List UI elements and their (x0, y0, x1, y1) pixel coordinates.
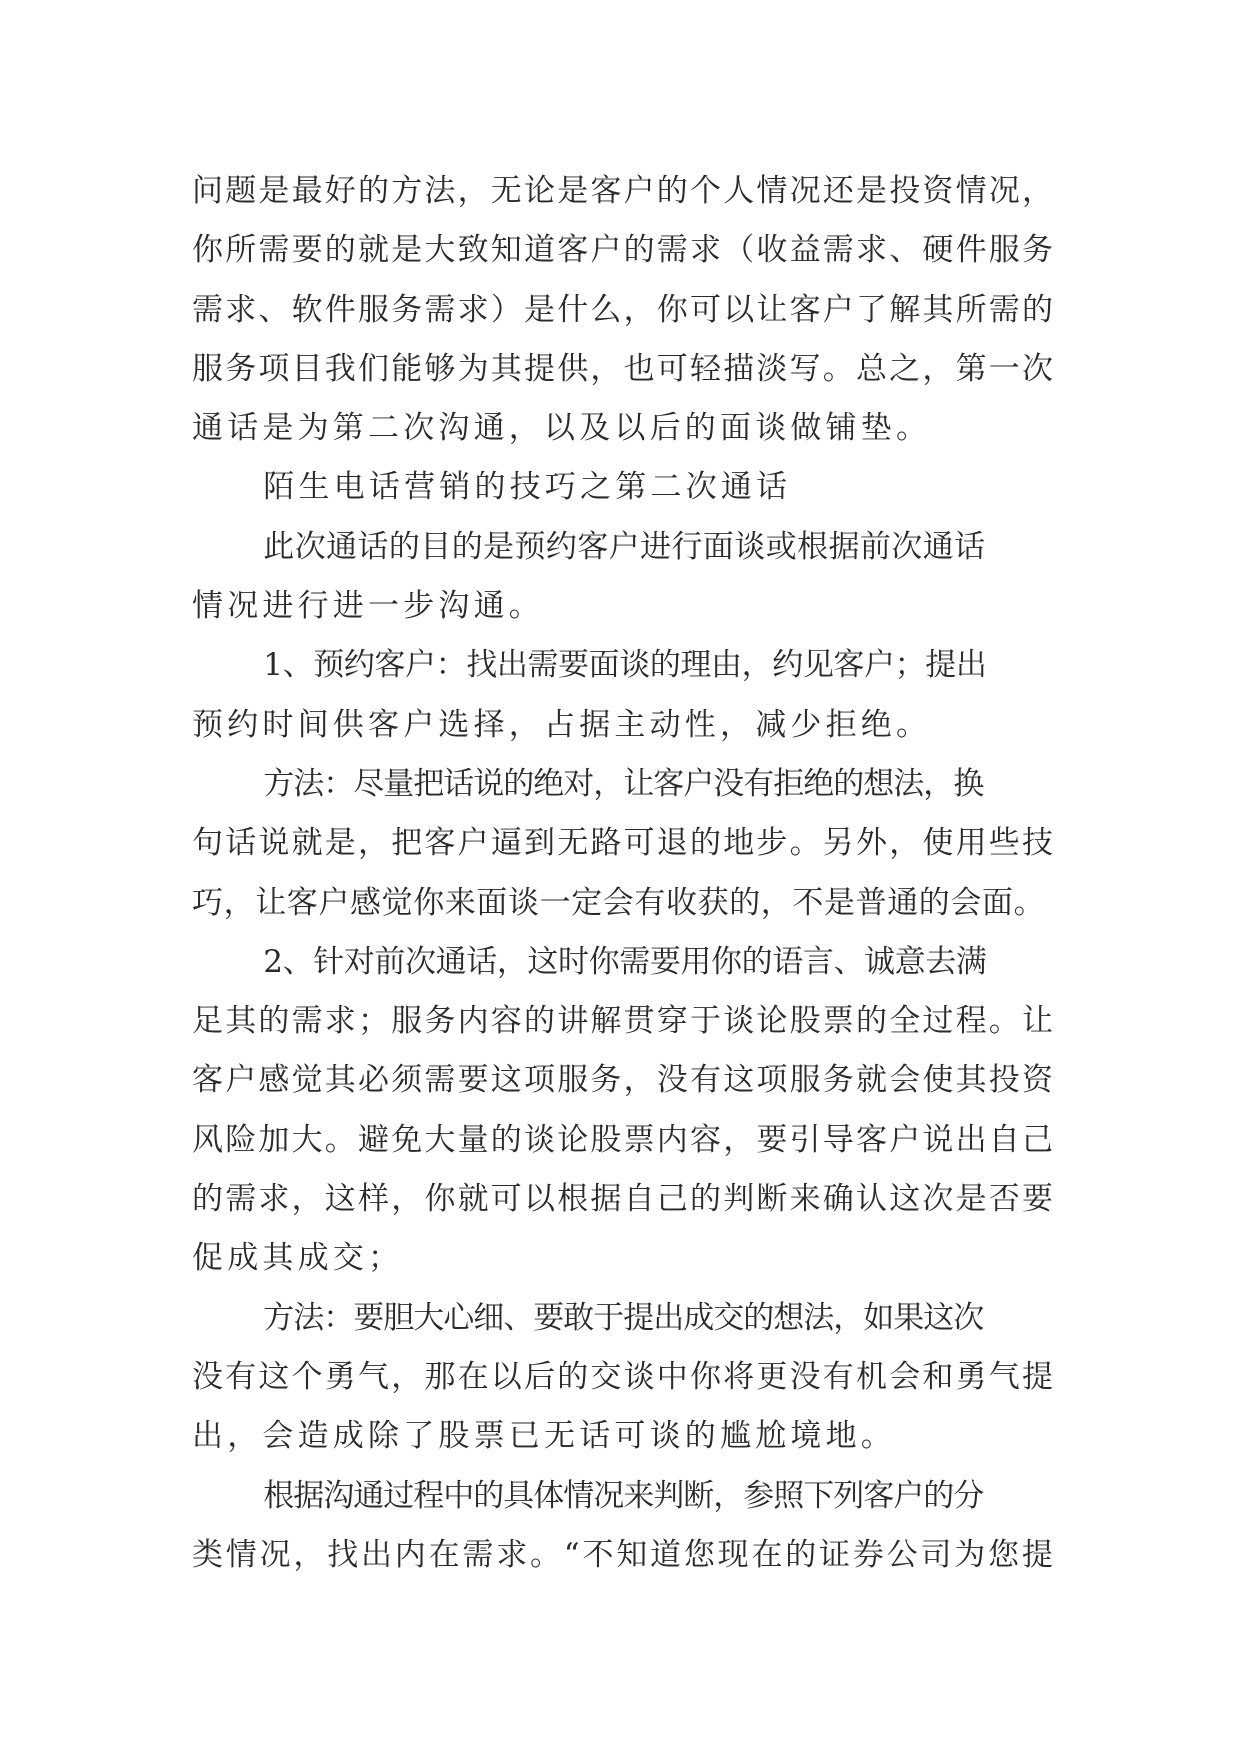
text-line: 的需求，这样，你就可以根据自己的判断来确认这次是否要 (192, 1181, 1056, 1218)
text-line: 类情况，找出内在需求。“不知道您现在的证券公司为您提 (192, 1536, 1056, 1573)
text-line: 2、针对前次通话，这时你需要用你的语言、诚意去满 (263, 943, 987, 980)
document-body (192, 162, 1058, 1585)
paragraph-6 (192, 933, 1058, 1289)
text-line: 需求、软件服务需求）是什么，你可以让客户了解其所需的 (192, 291, 1056, 328)
paragraph-7 (192, 1289, 1058, 1467)
paragraph-1 (192, 162, 1058, 458)
paragraph-4 (192, 636, 1058, 755)
text-line: 情况进行进一步沟通。 (192, 588, 544, 625)
text-line: 问题是最好的方法，无论是客户的个人情况还是投资情况， (192, 173, 1056, 209)
text-line: 巧，让客户感觉你来面谈一定会有收获的，不是普通的会面。 (192, 884, 1046, 921)
text-line: 根据沟通过程中的具体情况来判断，参照下列客户的分 (263, 1477, 984, 1514)
text-line: 预约时间供客户选择，占据主动性，减少拒绝。 (192, 706, 932, 743)
text-line: 促成其成交； (192, 1240, 404, 1277)
text-line: 出，会造成除了股票已无话可谈的尴尬境地。 (192, 1418, 896, 1455)
text-line: 方法：尽量把话说的绝对，让客户没有拒绝的想法，换 (263, 765, 984, 802)
paragraph-3 (192, 518, 1058, 637)
text-line: 此次通话的目的是预约客户进行面谈或根据前次通话 (263, 528, 986, 565)
text-line: 没有这个勇气，那在以后的交谈中你将更没有机会和勇气提 (192, 1358, 1056, 1395)
text-line: 你所需要的就是大致知道客户的需求（收益需求、硬件服务 (192, 232, 1056, 269)
text-line: 风险加大。避免大量的谈论股票内容，要引导客户说出自己 (192, 1121, 1056, 1158)
section-heading (192, 458, 1058, 517)
paragraph-5 (192, 755, 1058, 933)
text-line: 1、预约客户：找出需要面谈的理由，约见客户；提出 (263, 647, 987, 684)
text-line: 客户感觉其必须需要这项服务，没有这项服务就会使其投资 (192, 1062, 1056, 1099)
text-line: 陌生电话营销的技巧之第二次通话 (263, 469, 792, 506)
text-line: 句话说就是，把客户逼到无路可退的地步。另外，使用些技 (192, 825, 1056, 862)
text-line: 服务项目我们能够为其提供，也可轻描淡写。总之，第一次 (192, 350, 1056, 387)
text-line: 方法：要胆大心细、要敢于提出成交的想法，如果这次 (263, 1299, 984, 1336)
text-line: 足其的需求；服务内容的讲解贯穿于谈论股票的全过程。让 (192, 1003, 1056, 1040)
paragraph-8 (192, 1467, 1058, 1586)
text-line: 通话是为第二次沟通，以及以后的面谈做铺垫。 (192, 410, 932, 447)
